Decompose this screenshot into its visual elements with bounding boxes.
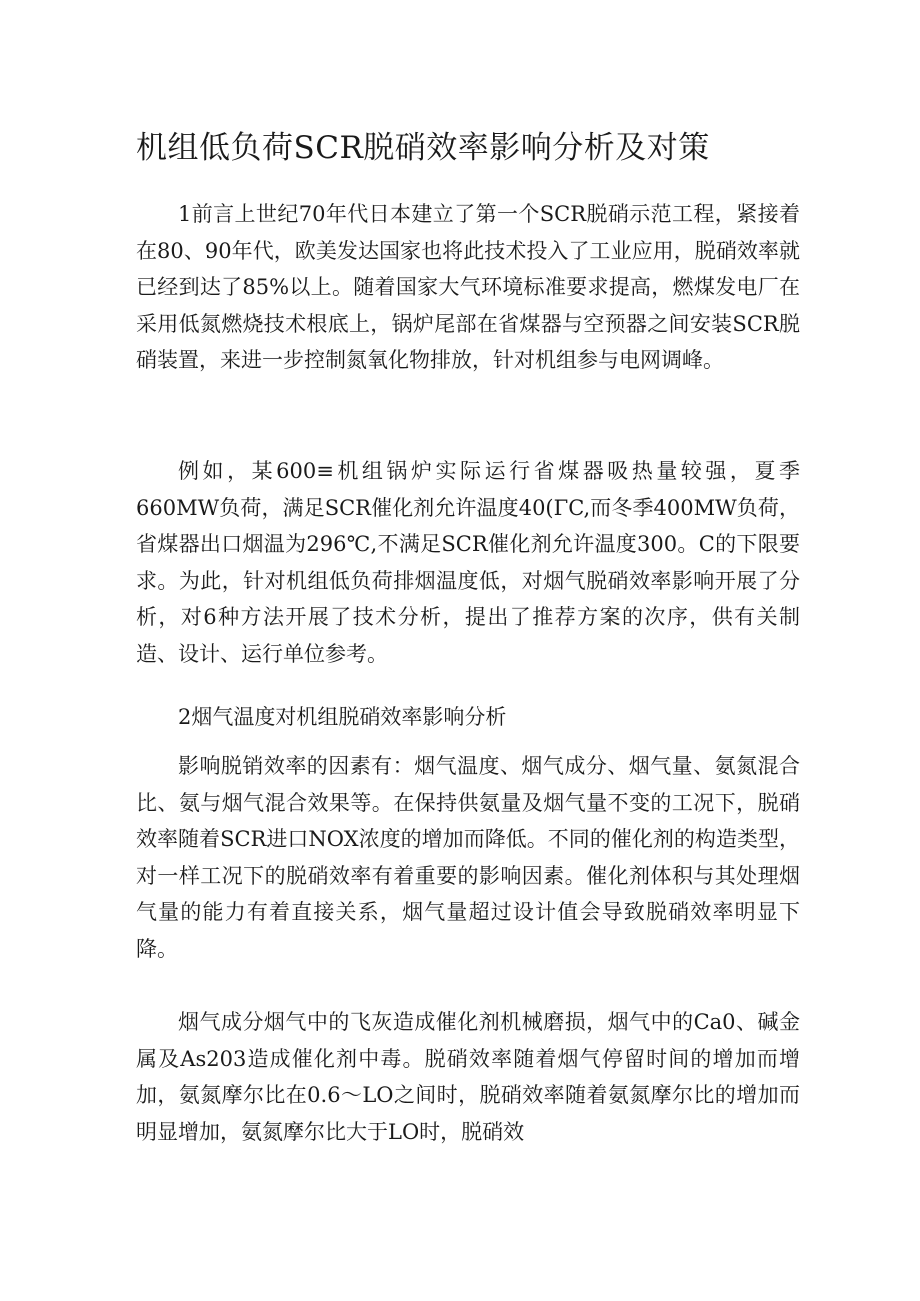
paragraph-influencing-factors: 影响脱销效率的因素有：烟气温度、烟气成分、烟气量、氨氮混合比、氨与烟气混合效果等。在保持供氨量及烟气量不变的工况下，脱硝效率随着SCR进口NOX浓度的增加而降低。不同的催化剂的构造类型，对一样工况下的脱硝效率有着重要的影响因素。催化剂体积与其处理烟气量的能力有着直接关系，烟气量超过设计值会导致脱硝效率明显下降。 (136, 754, 800, 961)
document-title: 机组低负荷SCR脱硝效率影响分析及对策 (136, 130, 710, 166)
paragraph-example: 例如，某600≡机组锅炉实际运行省煤器吸热量较强，夏季660MW负荷，满足SCR催化剂允许温度40(ΓC,而冬季400MW负荷，省煤器出口烟温为296℃,不满足SCR催化剂允许温度300。C的下限要求。为此，针对机组低负荷排烟温度低，对烟气脱硝效率影响开展了分析，对6种方法开展了技术分析，提出了推荐方案的次序，供有关制造、设计、运行单位参考。 (136, 459, 800, 666)
paragraph-flue-gas-composition: 烟气成分烟气中的飞灰造成催化剂机械磨损，烟气中的Ca0、碱金属及As203造成催化剂中毒。脱硝效率随着烟气停留时间的增加而增加，氨氮摩尔比在0.6～LO之间时，脱硝效率随着氨氮摩尔比的增加而明显增加，氨氮摩尔比大于LO时，脱硝效 (136, 1010, 800, 1144)
paragraph-introduction: 1前言上世纪70年代日本建立了第一个SCR脱硝示范工程，紧接着在80、90年代，欧美发达国家也将此技术投入了工业应用，脱硝效率就已经到达了85%以上。随着国家大气环境标准要求提高，燃煤发电厂在采用低氮燃烧技术根底上，锅炉尾部在省煤器与空预器之间安装SCR脱硝装置，来进一步控制氮氧化物排放，针对机组参与电网调峰。 (136, 202, 800, 372)
section-heading: 2烟气温度对机组脱硝效率影响分析 (178, 705, 507, 729)
